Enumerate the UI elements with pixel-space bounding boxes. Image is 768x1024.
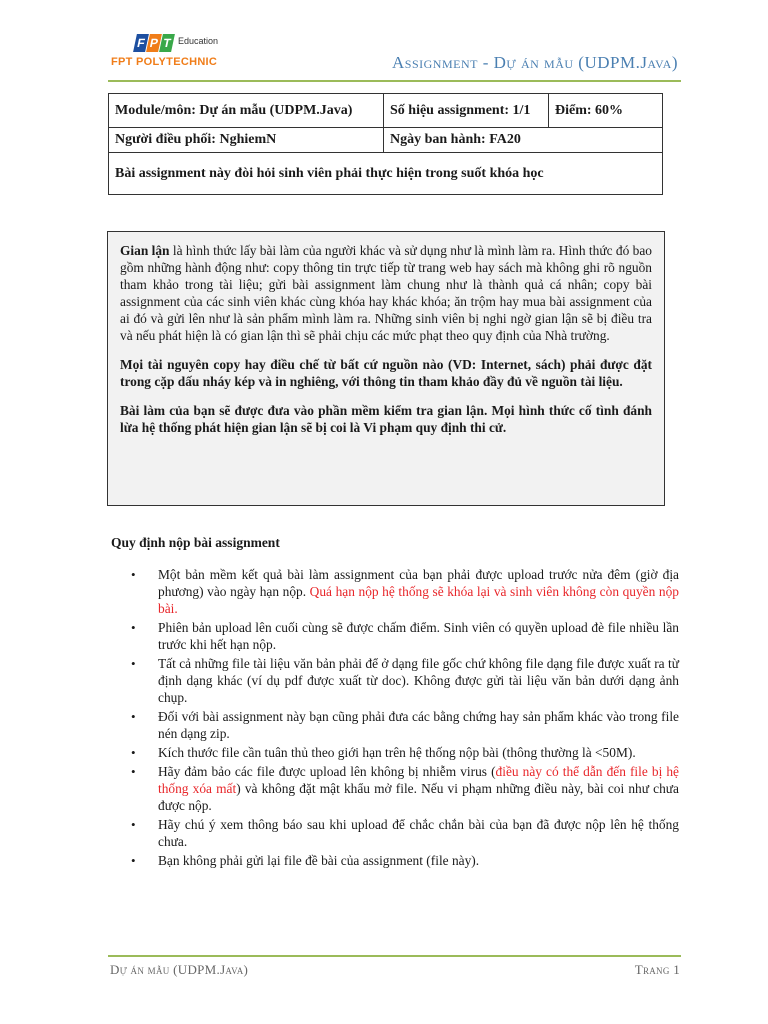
table-row: [109, 94, 663, 128]
bullet-marker: •: [131, 764, 136, 779]
rule-text: Hãy chú ý xem thông báo sau khi upload để chắc chắn bài của bạn đã được nộp lên hệ thống chưa.: [158, 817, 679, 849]
footer-course-name: Dự án mẫu (UDPM.Java): [110, 962, 249, 977]
rule-warning-text: điều này có thể dẫn đến file bị hệ thống xóa mất: [158, 764, 679, 796]
rule-text-continued: ) và không đặt mật khẩu mở file. Nếu vi phạm những điều này, bài coi như chưa được nộp.: [158, 781, 679, 813]
rule-text: Tất cả những file tài liệu văn bản phải để ở dạng file gốc chứ không file dạng file được xuất ra từ định dạng khác (ví dụ pdf được xuất từ doc). Không được gửi tài liệu văn bản dưới dạng ảnh chụp.: [158, 656, 679, 705]
rule-text: Một bản mềm kết quả bài làm assignment của bạn phải được upload trước nửa đêm (giờ địa phương) vào ngày hạn nộp.: [158, 567, 679, 599]
rule-item: [111, 655, 679, 706]
notice-check-rule: Bài làm của bạn sẽ được đưa vào phần mềm kiểm tra gian lận. Mọi hình thức cố tình đánh lừa hệ thống phát hiện gian lận sẽ bị coi là Vi phạm quy định thi cử.: [120, 403, 652, 435]
footer-page-number: Trang 1: [634, 962, 680, 977]
notice-term: Gian lận: [120, 243, 170, 258]
bullet-marker: •: [131, 745, 136, 760]
bullet-marker: •: [131, 567, 136, 582]
score-cell: Điểm: 60%: [549, 94, 663, 128]
rule-item: [111, 744, 679, 761]
footer-divider: [108, 955, 681, 957]
rules-heading: Quy định nộp bài assignment: [111, 535, 280, 550]
bullet-marker: •: [131, 620, 136, 635]
logo-tile-f: F: [133, 34, 149, 52]
rule-text: Hãy đảm bảo các file được upload lên không bị nhiễm virus (: [158, 764, 496, 779]
bullet-marker: •: [131, 817, 136, 832]
page-header-title: Assignment - Dự án mẫu (UDPM.Java): [392, 53, 678, 72]
rules-list: [111, 566, 679, 871]
logo-education-label: Education: [178, 36, 219, 46]
rule-item: [111, 852, 679, 869]
assignment-number-cell: Số hiệu assignment: 1/1: [384, 94, 549, 128]
fpt-polytechnic-logo: [111, 26, 231, 72]
requirement-cell: Bài assignment này đòi hỏi sinh viên phải thực hiện trong suốt khóa học: [109, 153, 663, 195]
rule-text: Bạn không phải gửi lại file đề bài của assignment (file này).: [158, 853, 480, 868]
rule-item: [111, 816, 679, 850]
table-row: [109, 153, 663, 195]
issue-date-cell: Ngày ban hành: FA20: [384, 128, 663, 153]
bullet-marker: •: [131, 709, 136, 724]
rule-item: [111, 619, 679, 653]
rule-warning-text: Quá hạn nộp hệ thống sẽ khóa lại và sinh viên không còn quyền nộp bài.: [158, 584, 679, 616]
rule-text: Phiên bản upload lên cuối cùng sẽ được chấm điểm. Sinh viên có quyền upload đè file nhiều lần trước khi hết hạn nộp.: [158, 620, 679, 652]
logo-brand-name: FPT POLYTECHNIC: [111, 56, 218, 68]
table-row: [109, 128, 663, 153]
plagiarism-notice-box: [107, 231, 665, 506]
assignment-info-table: [108, 93, 663, 195]
rule-item: [111, 763, 679, 814]
fpt-logo-mark: [135, 26, 173, 52]
rule-text: Kích thước file cần tuân thủ theo giới hạn trên hệ thống nộp bài (thông thường là <50M).: [158, 745, 636, 760]
rule-text: Đối với bài assignment này bạn cũng phải đưa các bằng chứng hay sản phẩm khác vào trong file nén dạng zip.: [158, 709, 679, 741]
notice-citation-rule: Mọi tài nguyên copy hay điều chế từ bất cứ nguồn nào (VD: Internet, sách) phải được đặt trong cặp dấu nháy kép và in nghiêng, với thông tin tham khảo đầy đủ về nguồn tài liệu.: [120, 357, 652, 389]
notice-paragraph: [120, 242, 652, 344]
logo-tile-t: T: [159, 34, 175, 52]
notice-definition: là hình thức lấy bài làm của người khác và sử dụng như là mình làm ra. Hình thức đó bao gồm những hành động như: copy thông tin trực tiếp từ trang web hay sách mà không ghi rõ nguồn tham khảo trong tài liệu; gửi bài assignment làm chung như là thành quả cá nhân; copy bài assignment của các sinh viên khác cùng khóa hay khác khóa; ăn trộm hay mua bài assignment của ai đó và gửi lên như là sản phẩm mình làm ra. Những sinh viên bị nghi ngờ gian lận sẽ bị điều tra và nếu phát hiện là có gian lận thì sẽ phải chịu các mức phạt theo quy định của Nhà trường.: [120, 243, 652, 343]
coordinator-cell: Người điều phối: NghiemN: [109, 128, 384, 153]
bullet-marker: •: [131, 853, 136, 868]
module-cell: Module/môn: Dự án mẫu (UDPM.Java): [109, 94, 384, 128]
rule-item: [111, 566, 679, 617]
rule-item: [111, 708, 679, 742]
logo-tile-p: P: [146, 34, 162, 52]
bullet-marker: •: [131, 656, 136, 671]
header-divider: [108, 80, 681, 82]
